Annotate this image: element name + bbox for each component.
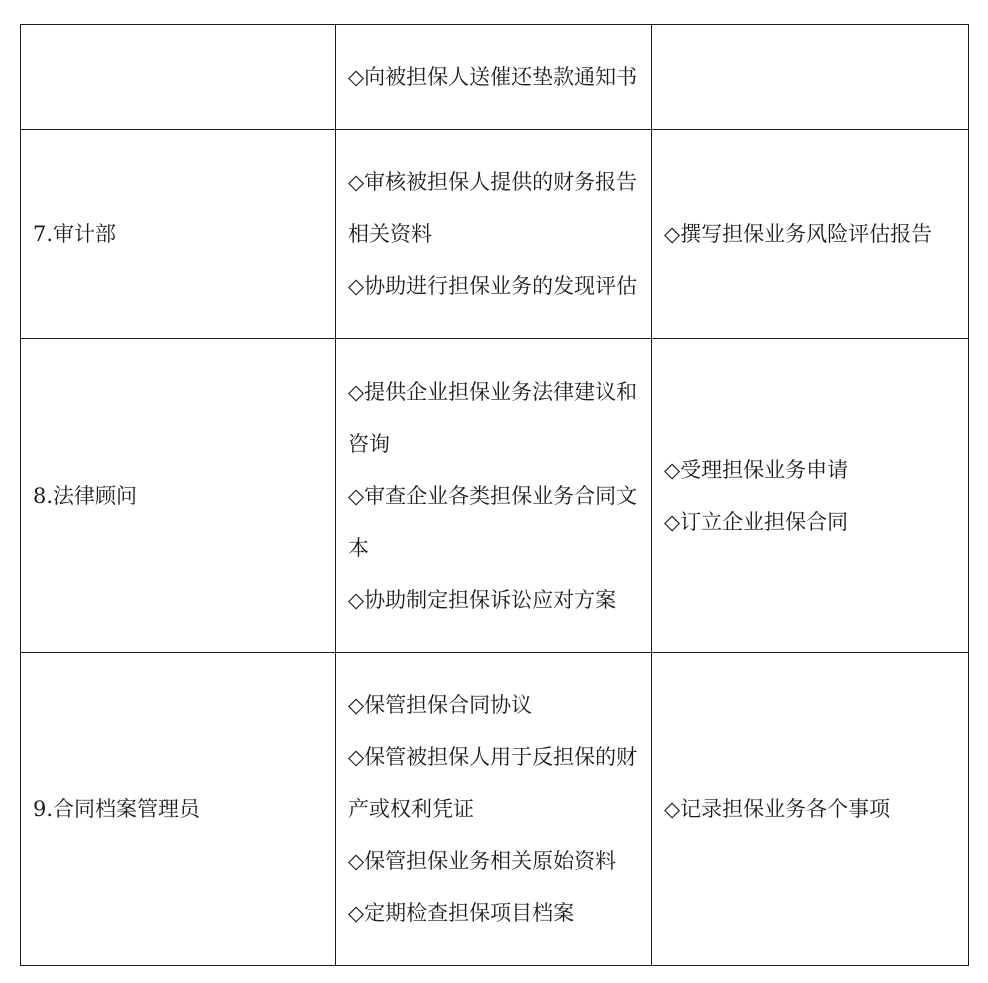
duty-item: ◇协助进行担保业务的发现评估 (348, 274, 638, 298)
authority-cell (652, 130, 969, 339)
table-row (21, 339, 969, 653)
duty-item: ◇保管担保合同协议 (348, 693, 533, 717)
duties-cell (336, 25, 652, 130)
duty-item: ◇提供企业担保业务法律建议和咨询 (348, 379, 638, 456)
authority-item: ◇记录担保业务各个事项 (664, 797, 891, 821)
duties-cell (336, 653, 652, 966)
table-row (21, 653, 969, 966)
duty-item: ◇协助制定担保诉讼应对方案 (348, 587, 617, 612)
authority-cell (652, 25, 969, 130)
duty-item: ◇审核被担保人提供的财务报告相关资料 (348, 170, 638, 246)
table-row (21, 130, 969, 339)
authority-cell (652, 339, 969, 653)
role-cell: 9.合同档案管理员 (21, 653, 336, 966)
role-cell: 8.法律顾问 (21, 339, 336, 653)
duty-item: ◇向被担保人送催还垫款通知书 (348, 65, 638, 89)
duties-cell (336, 130, 652, 339)
table-row (21, 25, 969, 130)
duty-item: ◇审查企业各类担保业务合同文本 (348, 483, 638, 560)
authority-item: ◇撰写担保业务风险评估报告 (664, 222, 933, 246)
role-cell (21, 25, 336, 130)
duty-item: ◇保管被担保人用于反担保的财产或权利凭证 (348, 745, 638, 821)
duty-item: ◇定期检查担保项目档案 (348, 901, 575, 925)
role-cell: 7.审计部 (21, 130, 336, 339)
responsibility-table (20, 24, 969, 966)
duties-cell (336, 339, 652, 653)
duty-item: ◇保管担保业务相关原始资料 (348, 849, 617, 873)
authority-cell (652, 653, 969, 966)
authority-item: ◇受理担保业务申请 (664, 457, 849, 482)
authority-item: ◇订立企业担保合同 (664, 509, 849, 534)
